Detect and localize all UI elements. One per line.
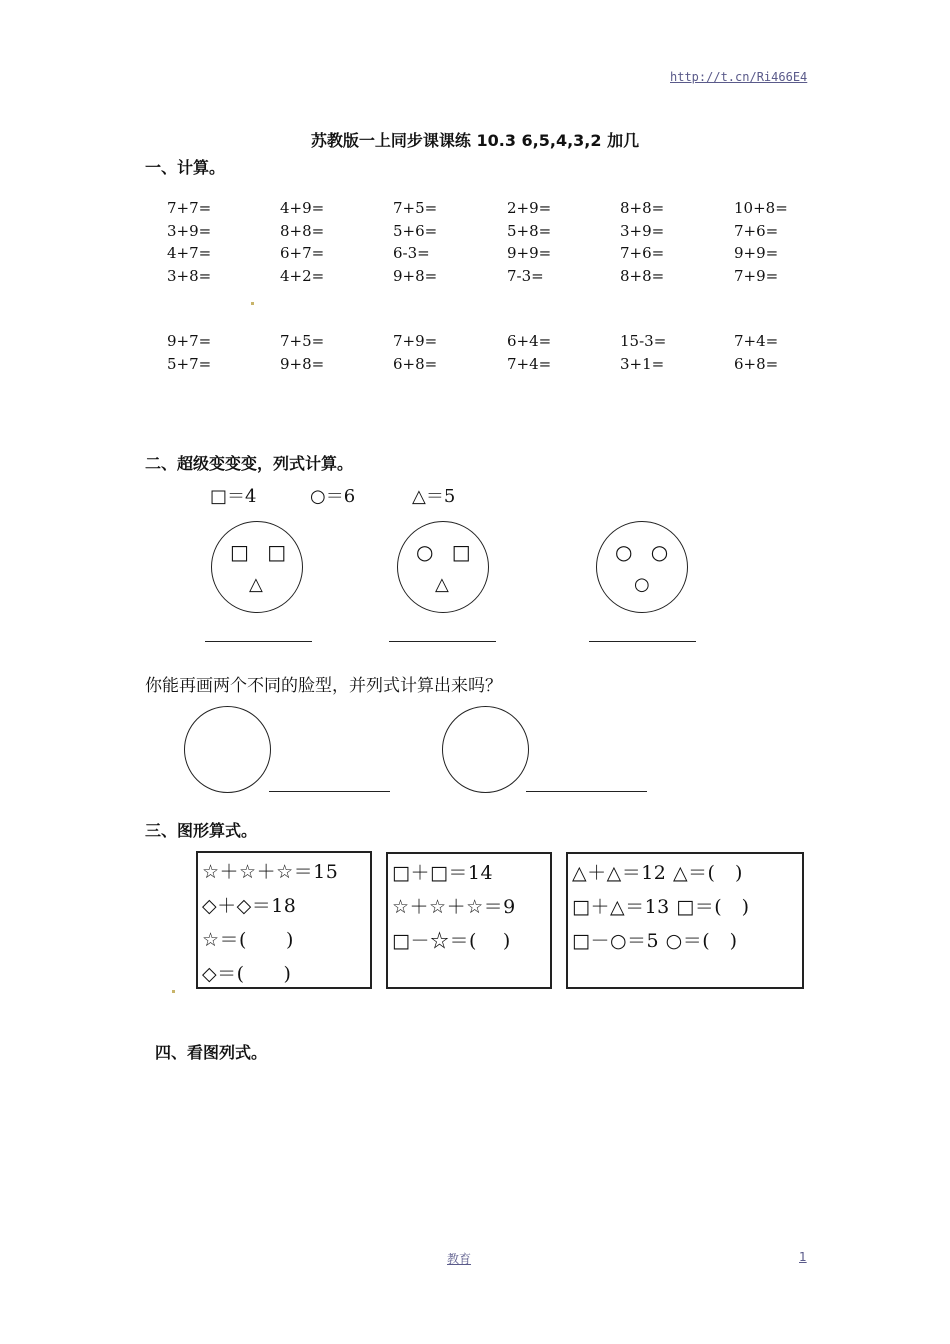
page-title: 苏教版一上同步课课练 10.3 6,5,4,3,2 加几: [310, 131, 640, 150]
calc-problem: 8+8=: [280, 221, 325, 240]
calc-problem: 7+6=: [734, 221, 779, 240]
equation-line: ◇＋◇＝18: [202, 895, 297, 917]
legend-square: □＝4: [210, 486, 257, 507]
calc-problem: 5+7=: [167, 354, 212, 373]
empty-face-1-answer-line[interactable]: [269, 791, 390, 792]
calc-problem: 8+8=: [620, 199, 665, 217]
calc-problem: 3+1=: [620, 354, 665, 373]
calc-problem: 15-3=: [620, 332, 667, 350]
face-2: [397, 521, 489, 613]
calc-problem: 7+5=: [280, 332, 325, 350]
calc-problem: 7+4=: [507, 354, 552, 373]
empty-face-1[interactable]: [184, 706, 271, 793]
calc-problem: 9+7=: [167, 332, 212, 350]
calc-problem: 7-3=: [507, 266, 544, 285]
calc-problem: 2+9=: [507, 199, 552, 217]
calc-problem: 6+8=: [734, 354, 779, 373]
face-2-eyes: ○ □: [416, 540, 477, 564]
calc-problem: 7+5=: [393, 199, 438, 217]
calc-problem: 4+9=: [280, 199, 325, 217]
calc-grid-b: [167, 332, 867, 382]
calc-problem: 7+6=: [620, 244, 665, 262]
calc-problem: 4+2=: [280, 266, 325, 285]
equation-line: ◇＝( ): [202, 963, 292, 985]
face-1-mouth: △: [249, 574, 263, 595]
equation-line: ☆＋☆＋☆＝15: [202, 861, 339, 883]
calc-problem: 6-3=: [393, 244, 430, 262]
legend-triangle: △＝5: [412, 486, 456, 507]
face-3-mouth: ○: [634, 574, 650, 595]
calc-problem: 7+9=: [734, 266, 779, 285]
equation-line: ☆＋☆＋☆＝9: [392, 896, 516, 918]
face-2-answer-line[interactable]: [389, 641, 496, 642]
section-4-heading: 四、看图列式。: [155, 1043, 268, 1062]
calc-grid-a: [167, 199, 867, 299]
calc-problem: 6+8=: [393, 354, 438, 373]
face-3: [596, 521, 688, 613]
shape-equation-box-3: [566, 852, 804, 989]
legend-circle: ○＝6: [310, 486, 356, 507]
equation-line: □－○＝5 ○＝( ): [572, 930, 738, 952]
face-3-answer-line[interactable]: [589, 641, 696, 642]
equation-line: □＋△＝13 □＝( ): [572, 896, 750, 918]
calc-problem: 8+8=: [620, 266, 665, 285]
equation-line: △＋△＝12 △＝( ): [572, 862, 743, 884]
calc-problem: 9+9=: [734, 244, 779, 262]
scan-speck: [251, 302, 254, 305]
calc-problem: 10+8=: [734, 199, 788, 217]
shape-equation-box-2: [386, 852, 552, 989]
calc-problem: 5+8=: [507, 221, 552, 240]
calc-problem: 4+7=: [167, 244, 212, 262]
empty-face-2-answer-line[interactable]: [526, 791, 647, 792]
calc-problem: 9+8=: [280, 354, 325, 373]
face-3-eyes: ○ ○: [615, 540, 675, 564]
shape-equation-box-1: [196, 851, 372, 989]
calc-problem: 6+4=: [507, 332, 552, 350]
calc-problem: 7+4=: [734, 332, 779, 350]
equation-line: □＋□＝14: [392, 862, 494, 884]
footer-label[interactable]: 教育: [447, 1252, 472, 1266]
equation-line: □－☆＝( ): [392, 930, 511, 952]
section-2-heading: 二、超级变变变，列式计算。: [145, 454, 354, 473]
calc-problem: 9+8=: [393, 266, 438, 285]
calc-problem: 7+9=: [393, 332, 438, 350]
calc-problem: 9+9=: [507, 244, 552, 262]
calc-problem: 5+6=: [393, 221, 438, 240]
draw-faces-question: 你能再画两个不同的脸型，并列式计算出来吗？: [145, 676, 502, 696]
face-1: [211, 521, 303, 613]
calc-problem: 3+9=: [167, 221, 212, 240]
face-1-answer-line[interactable]: [205, 641, 312, 642]
scan-speck: [172, 990, 175, 993]
face-1-eyes: □ □: [230, 540, 293, 564]
equation-line: ☆＝( ): [202, 929, 294, 951]
source-link[interactable]: http://t.cn/Ri466E4: [670, 70, 808, 84]
section-1-heading: 一、计算。: [145, 158, 226, 177]
section-3-heading: 三、图形算式。: [145, 821, 258, 840]
face-2-mouth: △: [435, 574, 449, 595]
page-number: 1: [799, 1250, 807, 1264]
calc-problem: 7+7=: [167, 199, 212, 217]
calc-problem: 3+8=: [167, 266, 212, 285]
calc-problem: 3+9=: [620, 221, 665, 240]
calc-problem: 6+7=: [280, 244, 325, 262]
empty-face-2[interactable]: [442, 706, 529, 793]
